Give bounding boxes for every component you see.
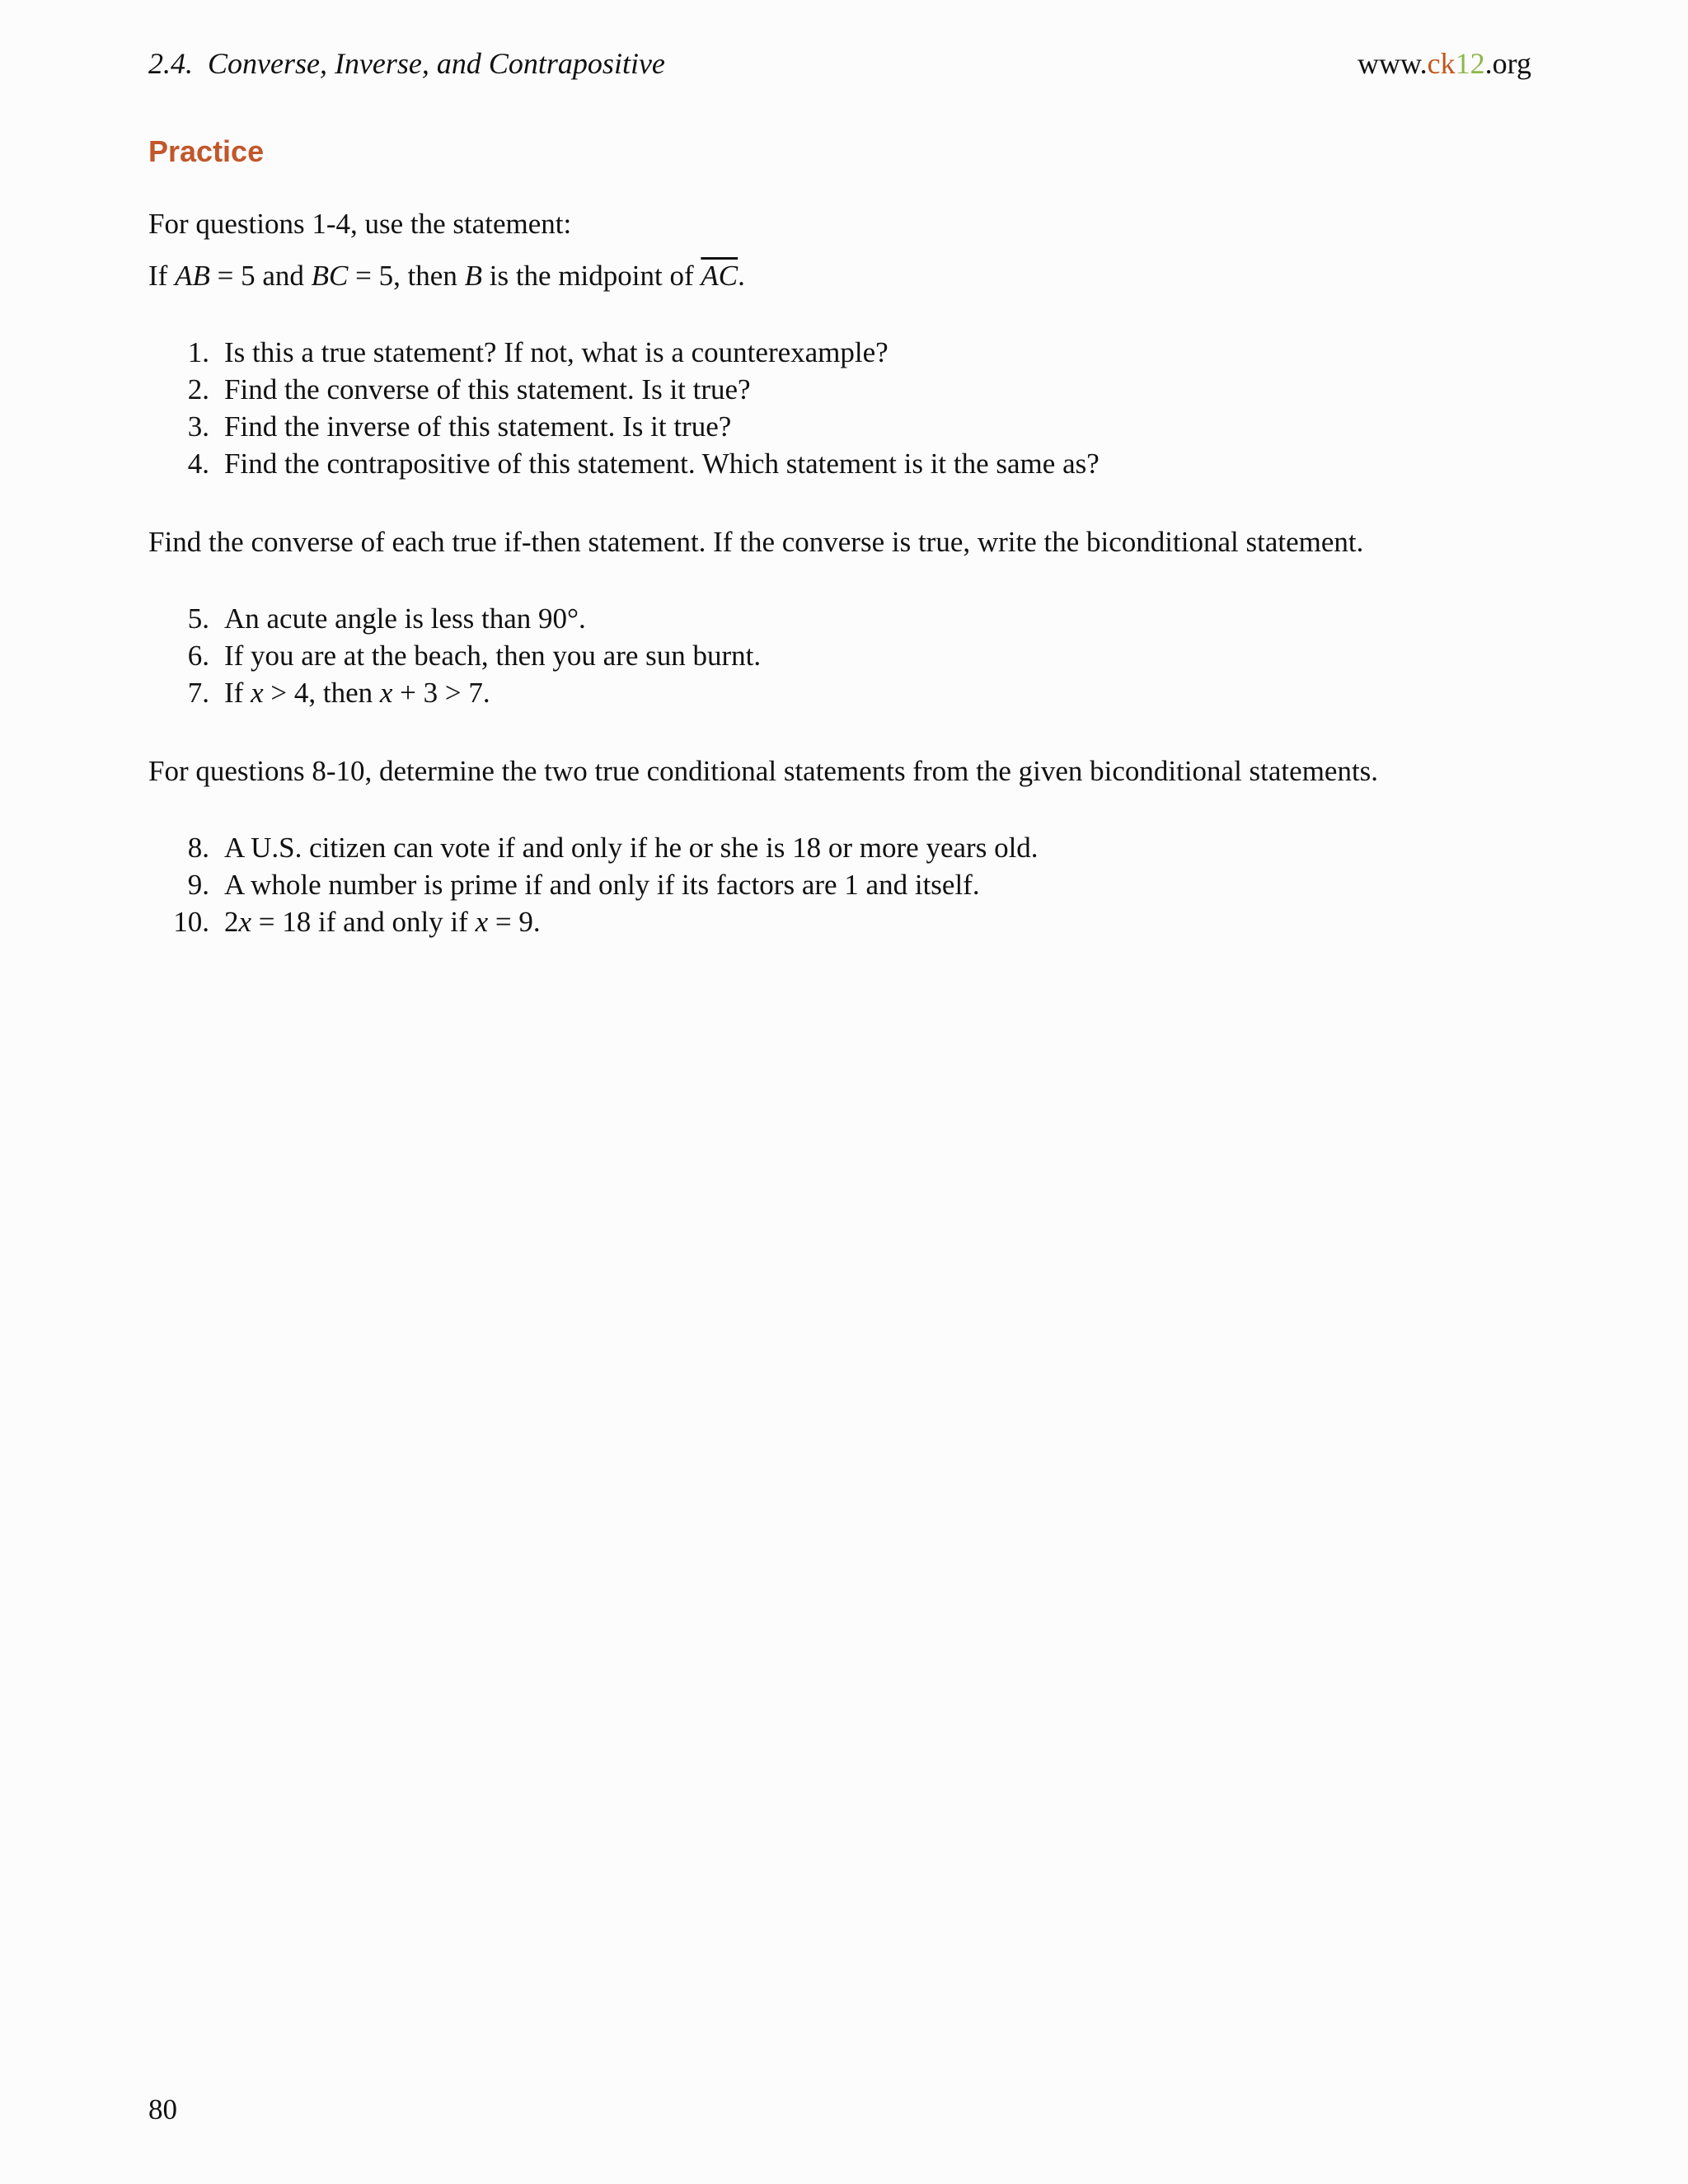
site-suffix: .org bbox=[1484, 47, 1531, 80]
question-number: 7. bbox=[187, 677, 209, 709]
statement-text-2: = 5 and bbox=[209, 260, 312, 292]
question-number: 4. bbox=[187, 448, 209, 480]
given-statement bbox=[148, 258, 745, 294]
question-list-1-4 bbox=[148, 334, 1100, 482]
question-text-2: = 18 if and only if bbox=[251, 906, 476, 938]
question-text: If you are at the beach, then you are sun burnt. bbox=[224, 640, 762, 672]
question-list-8-10 bbox=[148, 829, 1039, 940]
section-title: Converse, Inverse, and Contrapositive bbox=[208, 47, 665, 80]
segment-ab: AB bbox=[175, 260, 210, 292]
statement-text-1: If bbox=[148, 260, 176, 292]
question-number: 1. bbox=[187, 336, 209, 368]
question-number: 3. bbox=[187, 410, 209, 443]
question-text-3: = 9. bbox=[488, 906, 541, 938]
question-text: Find the contrapositive of this statement. Which statement is it the same as? bbox=[224, 448, 1100, 480]
question-number: 5. bbox=[187, 602, 209, 635]
question-text: An acute angle is less than 90°. bbox=[224, 602, 586, 635]
list-item bbox=[148, 445, 1100, 482]
practice-heading: Practice bbox=[148, 134, 265, 168]
variable-x: x bbox=[238, 906, 252, 938]
point-b: B bbox=[464, 260, 482, 292]
page-number: 80 bbox=[148, 2093, 177, 2125]
list-item bbox=[148, 674, 761, 711]
question-text-1: If bbox=[224, 677, 251, 709]
question-list-5-7 bbox=[148, 600, 761, 711]
question-text: Find the inverse of this statement. Is it true? bbox=[224, 410, 732, 443]
question-text: Find the converse of this statement. Is it true? bbox=[224, 373, 751, 405]
question-text-3: + 3 > 7. bbox=[392, 677, 490, 709]
variable-x: x bbox=[475, 906, 489, 938]
intro-questions-8-10: For questions 8-10, determine the two true conditional statements from the given biconditional statements. bbox=[148, 755, 1379, 787]
list-item bbox=[148, 408, 1100, 445]
variable-x: x bbox=[379, 677, 393, 709]
list-item bbox=[148, 903, 1039, 940]
segment-ac: $\overline{AC}$ bbox=[701, 260, 738, 292]
variable-x: x bbox=[251, 677, 264, 709]
site-prefix: www. bbox=[1357, 47, 1428, 80]
intro-questions-5-7: Find the converse of each true if-then statement. If the converse is true, write the biconditional statement. bbox=[148, 526, 1364, 558]
statement-text-5: . bbox=[738, 260, 745, 292]
statement-text-4: is the midpoint of bbox=[481, 260, 701, 292]
list-item bbox=[148, 829, 1039, 866]
question-number: 2. bbox=[187, 373, 209, 405]
list-item bbox=[148, 600, 761, 637]
question-text: Is this a true statement? If not, what is a counterexample? bbox=[224, 336, 889, 368]
question-text: A U.S. citizen can vote if and only if he or she is 18 or more years old. bbox=[224, 832, 1039, 864]
site-12: 12 bbox=[1455, 47, 1485, 80]
list-item bbox=[148, 866, 1039, 903]
question-number: 9. bbox=[187, 869, 209, 901]
segment-bc: BC bbox=[311, 260, 349, 292]
question-number: 10. bbox=[173, 906, 209, 938]
list-item bbox=[148, 334, 1100, 371]
question-text-2: > 4, then bbox=[263, 677, 380, 709]
section-number: 2.4. bbox=[148, 47, 193, 80]
statement-text-3: = 5, then bbox=[348, 260, 465, 292]
question-number: 6. bbox=[187, 640, 209, 672]
running-header-title bbox=[148, 46, 665, 81]
site-ck: ck bbox=[1427, 47, 1456, 80]
list-item bbox=[148, 637, 761, 674]
intro-questions-1-4: For questions 1-4, use the statement: bbox=[148, 208, 572, 240]
question-number: 8. bbox=[187, 832, 209, 864]
site-url[interactable] bbox=[1357, 46, 1531, 81]
question-text-1: 2 bbox=[224, 906, 239, 938]
question-text: A whole number is prime if and only if its factors are 1 and itself. bbox=[224, 869, 980, 901]
list-item bbox=[148, 371, 1100, 408]
